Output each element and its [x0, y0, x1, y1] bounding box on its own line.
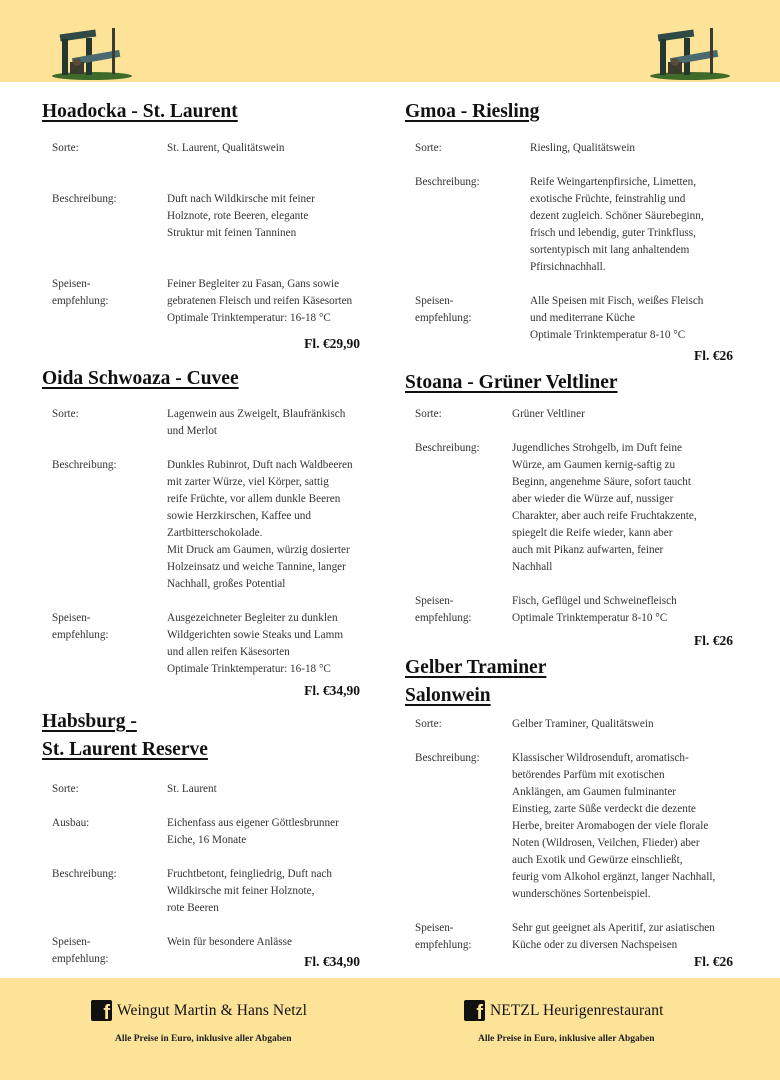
wine-title-line2: Salonwein	[405, 685, 491, 706]
wine-title: Oida Schwoaza - Cuvee	[42, 368, 239, 389]
label-speisen: Speisen- empfehlung:	[52, 278, 109, 307]
value-speisen: Feiner Begleiter zu Fasan, Gans sowie gebratenen Fleisch und reifen Käsesorten Optimale Trinktemperatur: 16-18 °C	[167, 278, 353, 324]
label-beschreibung: Beschreibung:	[52, 193, 117, 205]
value-beschreibung: Jugendliches Strohgelb, im Duft feine Würze, am Gaumen kernig-saftig zu Beginn, angenehme Säure, sofort taucht aber wieder die Würze auf, nussiger Charakter, aber auch reife Fruchtakzente, spiegelt die Reife wieder, kann aber auch mit Pikanz aufwarten, feiner Nachhall	[512, 442, 697, 573]
label-sorte: Sorte:	[52, 408, 79, 420]
value-sorte: Gelber Traminer, Qualitätswein	[512, 718, 654, 730]
value-speisen: Alle Speisen mit Fisch, weißes Fleisch und mediterrane Küche Optimale Trinktemperatur 8-10 °C	[530, 295, 704, 341]
wine-entry-gelber-traminer	[405, 654, 745, 969]
row-beschreibung	[42, 191, 372, 242]
value-speisen: Ausgezeichneter Begleiter zu dunklen Wildgerichten sowie Steaks und Lamm und allen reifen Käsesorten Optimale Trinktemperatur: 16-18 °C	[167, 612, 344, 675]
label-beschreibung: Beschreibung:	[52, 459, 117, 471]
value-speisen: Wein für besondere Anlässe	[167, 936, 292, 948]
wine-title-line2: St. Laurent Reserve	[42, 739, 208, 760]
facebook-page-name: Weingut Martin & Hans Netzl	[117, 1001, 307, 1019]
value-speisen: Fisch, Geflügel und Schweinefleisch Optimale Trinktemperatur 8-10 °C	[512, 595, 677, 624]
wine-title: Habsburg -	[42, 711, 137, 732]
wine-entry-oida-schwoaza	[42, 365, 372, 698]
price: Fl. €29,90	[304, 336, 360, 351]
row-ausbau	[42, 815, 372, 849]
row-sorte	[42, 406, 372, 440]
row-sorte	[405, 406, 745, 423]
label-speisen: Speisen- empfehlung:	[415, 595, 472, 624]
wine-title: Hoadocka - St. Laurent	[42, 101, 238, 122]
price: Fl. €34,90	[304, 954, 360, 969]
row-beschreibung	[42, 457, 372, 593]
footer-left	[0, 978, 390, 1080]
row-sorte	[42, 781, 372, 798]
facebook-icon: f	[91, 1000, 112, 1021]
facebook-link-heurigenrestaurant[interactable]	[464, 1000, 664, 1024]
footer-banner	[0, 978, 780, 1080]
row-speisen	[405, 293, 745, 344]
price: Fl. €34,90	[304, 683, 360, 698]
label-beschreibung: Beschreibung:	[415, 176, 480, 188]
header-banner	[0, 0, 780, 82]
wine-title: Stoana - Grüner Veltliner	[405, 372, 618, 393]
price: Fl. €26	[694, 348, 733, 363]
row-beschreibung	[42, 866, 372, 917]
value-beschreibung: Reife Weingartenpfirsiche, Limetten, exotische Früchte, feinstrahlig und dezent zugleich. Schöner Säurebeginn, frisch und lebendig, guter Trinkfluss, sortentypisch mit lang anhaltendem Pfirsichnachhall.	[530, 176, 704, 273]
label-sorte: Sorte:	[415, 142, 442, 154]
row-speisen	[405, 593, 745, 627]
label-ausbau: Ausbau:	[52, 817, 90, 829]
label-speisen: Speisen- empfehlung:	[52, 612, 109, 641]
value-beschreibung: Klassischer Wildrosenduft, aromatisch- betörendes Parfüm mit exotischen Anklängen, am Gaumen fulminanter Einstieg, zarte Süße verdeckt die dezente Herbe, breiter Aromabogen der viele florale Noten (Wildrosen, Veilchen, Flieder) aber auch Exotik und Gewürze einschließt, feurig vom Alkohol ergänzt, langer Nachhall, wunderschönes Sortenbeispiel.	[512, 752, 716, 900]
wine-press-logo-icon	[50, 24, 140, 80]
facebook-icon: f	[464, 1000, 485, 1021]
row-sorte	[405, 140, 745, 157]
row-sorte	[42, 140, 372, 157]
facebook-page-name: NETZL Heurigenrestaurant	[490, 1001, 664, 1019]
label-beschreibung: Beschreibung:	[415, 752, 480, 764]
footer-right	[390, 978, 780, 1080]
value-sorte: St. Laurent	[167, 783, 217, 795]
wine-entry-habsburg	[42, 708, 372, 969]
value-beschreibung: Fruchtbetont, feingliedrig, Duft nach Wildkirsche mit feiner Holznote, rote Beeren	[167, 868, 332, 914]
wine-title: Gmoa - Riesling	[405, 101, 540, 122]
label-sorte: Sorte:	[415, 718, 442, 730]
label-speisen: Speisen- empfehlung:	[415, 295, 472, 324]
value-sorte: Lagenwein aus Zweigelt, Blaufränkisch und Merlot	[167, 408, 346, 437]
label-speisen: Speisen- empfehlung:	[52, 936, 109, 965]
row-sorte	[405, 716, 745, 733]
label-beschreibung: Beschreibung:	[52, 868, 117, 880]
row-speisen	[42, 610, 372, 678]
wine-entry-hoadocka	[42, 98, 372, 351]
value-ausbau: Eichenfass aus eigener Göttlesbrunner Eiche, 16 Monate	[167, 817, 339, 846]
row-beschreibung	[405, 750, 745, 903]
value-speisen: Sehr gut geeignet als Aperitif, zur asiatischen Küche oder zu diversen Nachspeisen	[512, 922, 715, 951]
wine-title: Gelber Traminer	[405, 657, 547, 678]
value-sorte: Grüner Veltliner	[512, 408, 585, 420]
wine-entry-stoana	[405, 369, 745, 648]
facebook-link-weingut[interactable]	[91, 1000, 307, 1024]
label-speisen: Speisen- empfehlung:	[415, 922, 472, 951]
label-sorte: Sorte:	[52, 142, 79, 154]
price-note: Alle Preise in Euro, inklusive aller Abgaben	[478, 1034, 655, 1044]
row-beschreibung	[405, 174, 745, 276]
value-beschreibung: Dunkles Rubinrot, Duft nach Waldbeeren mit zarter Würze, viel Körper, sattig reife Früchte, vor allem dunkle Beeren sowie Herzkirschen, Kaffee und Zartbitterschokolade. Mit Druck am Gaumen, würzig dosierter Holzeinsatz und weiche Tannine, langer Nachhall, großes Potential	[167, 459, 353, 590]
label-beschreibung: Beschreibung:	[415, 442, 480, 454]
wine-entry-gmoa-riesling	[405, 98, 745, 363]
row-speisen	[42, 276, 372, 327]
label-sorte: Sorte:	[52, 783, 79, 795]
value-sorte: St. Laurent, Qualitätswein	[167, 142, 285, 154]
label-sorte: Sorte:	[415, 408, 442, 420]
row-speisen	[405, 920, 745, 954]
row-beschreibung	[405, 440, 745, 576]
wine-press-logo-icon	[648, 24, 738, 80]
value-beschreibung: Duft nach Wildkirsche mit feiner Holznote, rote Beeren, elegante Struktur mit feinen Tanninen	[167, 193, 315, 239]
value-sorte: Riesling, Qualitätswein	[530, 142, 636, 154]
price-note: Alle Preise in Euro, inklusive aller Abgaben	[115, 1034, 292, 1044]
price: Fl. €26	[694, 633, 733, 648]
price: Fl. €26	[694, 954, 733, 969]
